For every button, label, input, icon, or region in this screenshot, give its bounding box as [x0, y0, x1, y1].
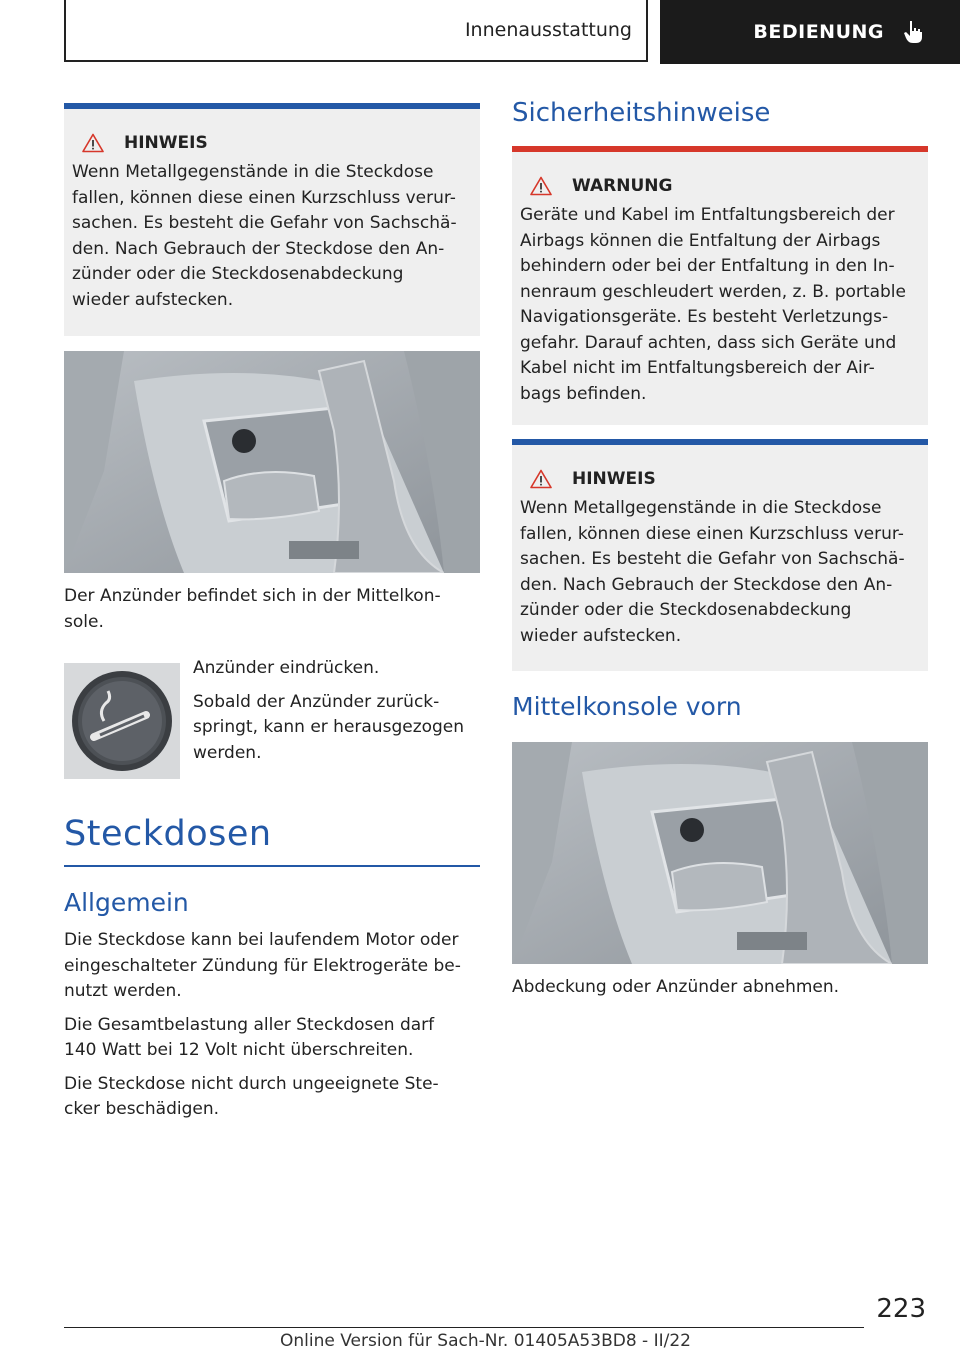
lighter-button-illustration	[64, 663, 180, 779]
console-illustration-left	[64, 351, 480, 573]
footer-rule	[64, 1327, 864, 1328]
footer-online-version: Online Version für Sach-Nr. 01405A53BD8 - II/22	[280, 1331, 691, 1351]
subsection-title-allgemein: Allgemein	[64, 888, 189, 917]
allgemein-text: Die Steckdose kann bei laufendem Motor oder eingeschalteter Zündung für Elektrogeräte be- nutzt werden. Die Gesamtbelastung aller Steckdosen darf 140 Watt bei 12 Volt nicht überschreiten. Die Steckdose nicht durch ungeeignete Ste- cker beschädigen.	[64, 930, 461, 1119]
header-section-label: Innenausstattung	[464, 19, 632, 41]
warning-box	[512, 146, 928, 425]
warning-triangle-icon	[530, 176, 552, 196]
cover-caption: Abdeckung oder Anzünder abnehmen.	[512, 977, 840, 997]
page-number: 223	[876, 1294, 926, 1324]
warning-box-text: Geräte und Kabel im Entfaltungsbereich der Airbags können die Entfaltung der Airbags behindern oder bei der Entfaltung in den In- nenraum geschleudert werden, z. B. portable Navigationsgeräte. Es besteht Verletzungs- gefahr. Darauf achten, dass sich Geräte und Kabel nicht im Entfaltungsbereich der Air- bags befinden.	[520, 205, 906, 404]
header-section-tab	[64, 0, 648, 62]
note-box-title: HINWEIS	[82, 133, 480, 153]
section-divider	[64, 865, 480, 867]
step-1: Anzünder eindrücken.	[193, 658, 380, 678]
warning-box-title: WARNUNG	[530, 176, 928, 196]
note-box-left	[64, 103, 480, 336]
note-box-text: Wenn Metallgegenstände in die Steckdose fallen, können diese einen Kurzschluss verur- sachen. Es besteht die Gefahr von Sachschä- den. Nach Gebrauch der Steckdose den An- zünder oder die Steckdosenabdeckung wieder aufstecken.	[520, 498, 905, 646]
note-box-text: Wenn Metallgegenstände in die Steckdose fallen, können diese einen Kurzschluss verur- sachen. Es besteht die Gefahr von Sachschä- den. Nach Gebrauch der Steckdose den An- zünder oder die Steckdosenabdeckung wieder aufstecken.	[72, 162, 457, 310]
note-box-right	[512, 439, 928, 671]
header-chapter-tab	[660, 0, 960, 64]
lighter-steps: Anzünder eindrücken. Sobald der Anzünder zurück- springt, kann er herausgezogen werden.	[193, 656, 483, 766]
console-caption: Der Anzünder befindet sich in der Mittelkon- sole.	[64, 586, 441, 632]
note-box-title: HINWEIS	[530, 469, 928, 489]
section-title-sicherheitshinweise: Sicherheitshinweise	[512, 98, 771, 128]
section-title-steckdosen: Steckdosen	[64, 814, 272, 854]
pointing-hand-icon	[900, 19, 926, 45]
subsection-title-mittelkonsole: Mittelkonsole vorn	[512, 692, 742, 721]
console-illustration-right	[512, 742, 928, 964]
warning-triangle-icon	[530, 469, 552, 489]
header-chapter-label: BEDIENUNG	[753, 21, 884, 43]
warning-triangle-icon	[82, 133, 104, 153]
